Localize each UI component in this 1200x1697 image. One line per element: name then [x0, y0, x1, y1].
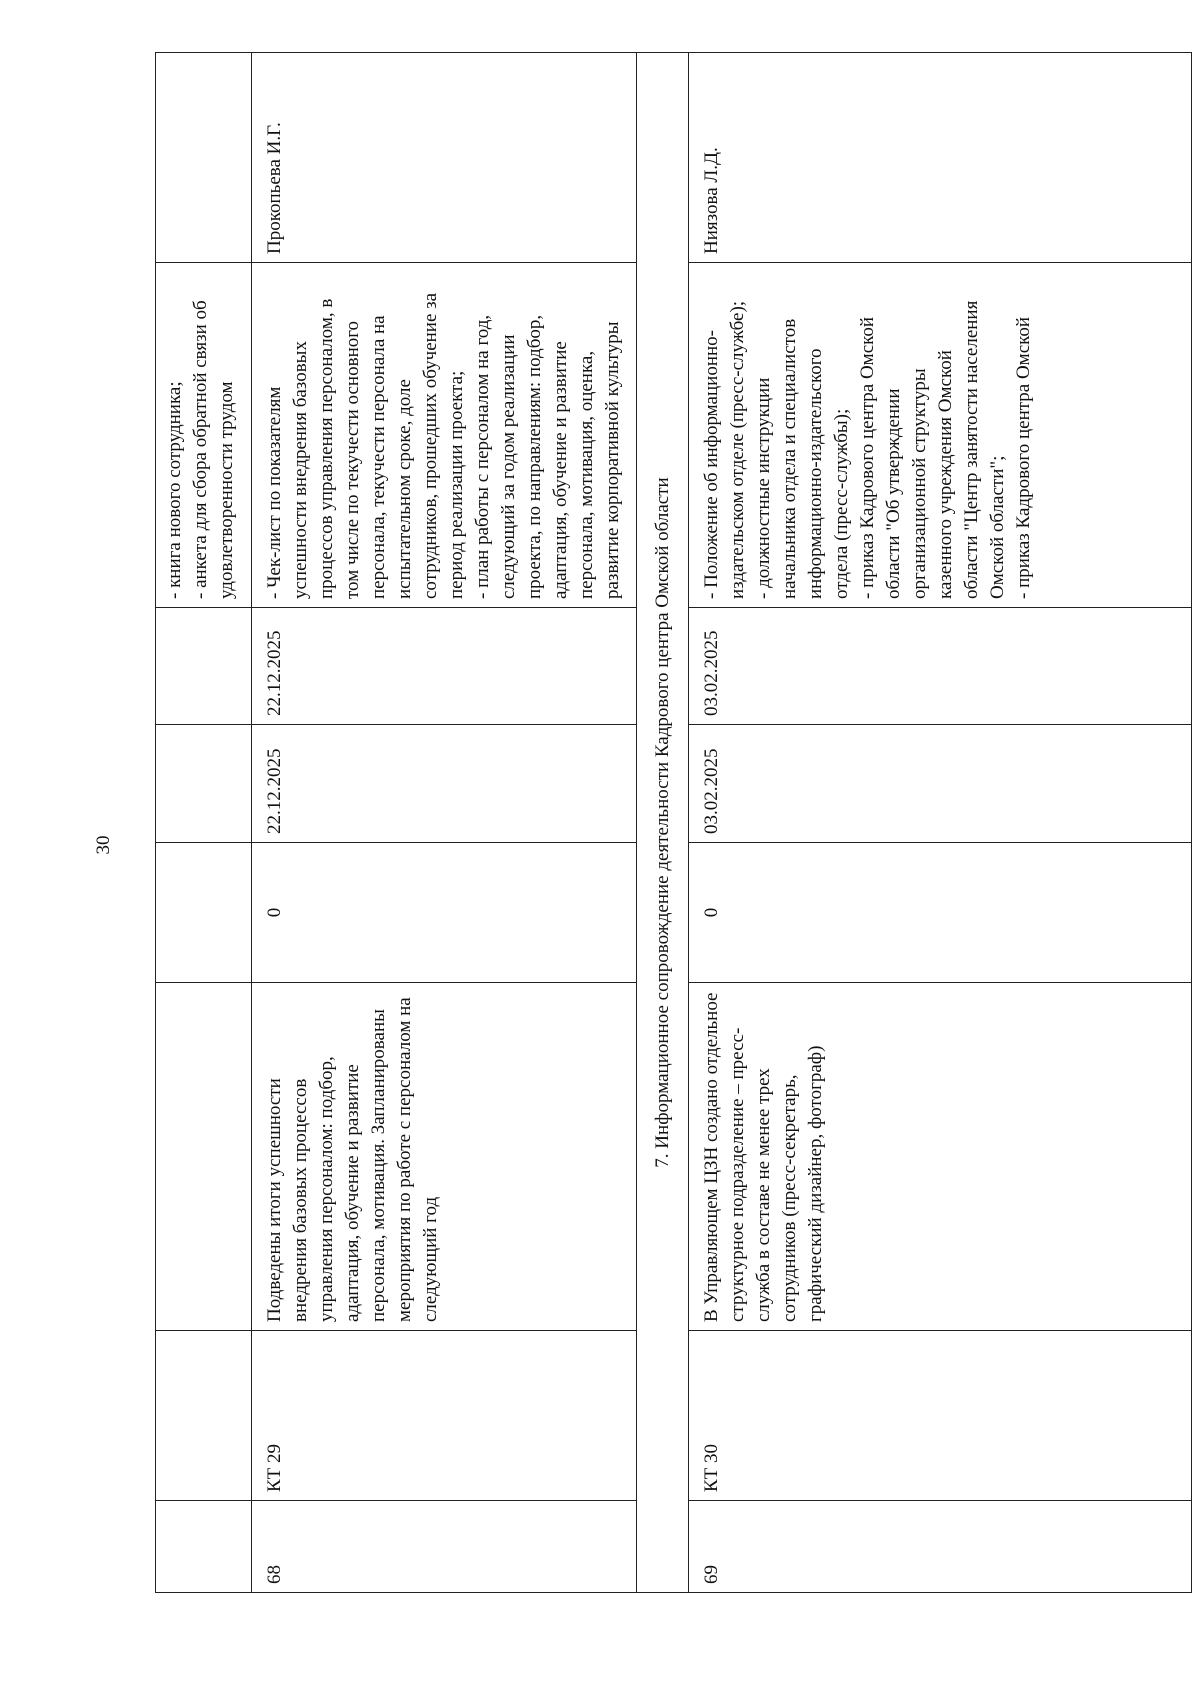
rotated-table-container	[155, 53, 1189, 1593]
cell-date-end: 03.02.2025	[689, 608, 1192, 725]
doc-line: информационно-издательского	[805, 348, 826, 599]
page-number: 30	[93, 835, 114, 855]
cell-responsible: Ниязова Л.Д.	[689, 53, 1192, 263]
doc-line: персонала, мотивация, оценка,	[576, 350, 597, 599]
cell-result	[156, 983, 252, 1331]
cell-documents	[689, 263, 1192, 608]
doc-line: отдела (пресс-службы);	[831, 408, 852, 599]
doc-line: начальника отдела и специалистов	[779, 318, 800, 599]
doc-line: - должностные инструкции	[753, 377, 774, 599]
doc-line: том числе по текучести основного	[342, 320, 363, 599]
cell-num: 69	[689, 1501, 1192, 1593]
cell-result: Подведены итоги успешности внедрения базовых процессов управления персоналом: подбор, адаптация, обучение и развитие персонала, мотивация. Запланированы мероприятия по работе с персоналом на следующий год	[252, 983, 637, 1331]
doc-line: проекта, по направлениям: подбор,	[524, 314, 545, 599]
doc-line: области "Об утверждении	[883, 388, 904, 599]
plan-table	[155, 52, 1192, 1593]
cell-code: КТ 30	[689, 1331, 1192, 1501]
table-row-69	[689, 53, 1192, 1593]
cell-date-start: 22.12.2025	[252, 725, 637, 843]
cell-date-end	[156, 608, 252, 725]
table-row-68	[252, 53, 637, 1593]
doc-line: - план работы с персоналом на год,	[472, 314, 493, 599]
section-heading: 7. Информационное сопровождение деятельности Кадрового центра Омской области	[637, 53, 689, 1593]
doc-line: персонала, текучести персонала на	[368, 315, 389, 599]
cell-value	[156, 843, 252, 983]
doc-line: издательском отделе (пресс-службе);	[727, 300, 748, 599]
cell-result: В Управляющем ЦЗН создано отдельное структурное подразделение – пресс-служба в составе не менее трех сотрудников (пресс-секретарь, графический дизайнер, фотограф)	[689, 983, 1192, 1331]
doc-line: успешности внедрения базовых	[290, 341, 311, 599]
doc-line: области "Центр занятости населения	[961, 300, 982, 599]
cell-documents	[252, 263, 637, 608]
cell-date-start	[156, 725, 252, 843]
doc-line: - анкета для сбора обратной связи об	[190, 300, 211, 599]
doc-line: организационной структуры	[909, 368, 930, 599]
doc-line: следующий за годом реализации	[498, 334, 519, 599]
doc-line: сотрудников, прошедших обучение за	[420, 292, 441, 599]
doc-line: - приказ Кадрового центра Омской	[857, 316, 878, 599]
doc-line: - приказ Кадрового центра Омской	[1013, 316, 1034, 599]
cell-code	[156, 1331, 252, 1501]
doc-line: - Чек-лист по показателям	[264, 386, 285, 599]
doc-line: развитие корпоративной культуры	[602, 321, 623, 599]
doc-line: - книга нового сотрудника;	[164, 381, 185, 599]
cell-responsible	[156, 53, 252, 263]
doc-line: процессов управления персоналом, в	[316, 298, 337, 599]
table-row-continuation	[156, 53, 252, 1593]
cell-num: 68	[252, 1501, 637, 1593]
doc-line: адаптация, обучение и развитие	[550, 341, 571, 599]
cell-num	[156, 1501, 252, 1593]
section-row-7	[637, 53, 689, 1593]
cell-value: 0	[252, 843, 637, 983]
doc-line: - Положение об информационно-	[701, 330, 722, 599]
cell-responsible: Прокопьева И.Г.	[252, 53, 637, 263]
doc-line: Омской области";	[987, 455, 1008, 599]
cell-code: КТ 29	[252, 1331, 637, 1501]
doc-line: удовлетворенности трудом	[216, 381, 237, 599]
cell-value: 0	[689, 843, 1192, 983]
cell-date-end: 22.12.2025	[252, 608, 637, 725]
doc-line: казенного учреждения Омской	[935, 350, 956, 599]
cell-documents	[156, 263, 252, 608]
doc-line: период реализации проекта;	[446, 370, 467, 599]
cell-date-start: 03.02.2025	[689, 725, 1192, 843]
doc-line: испытательном сроке, доле	[394, 379, 415, 599]
